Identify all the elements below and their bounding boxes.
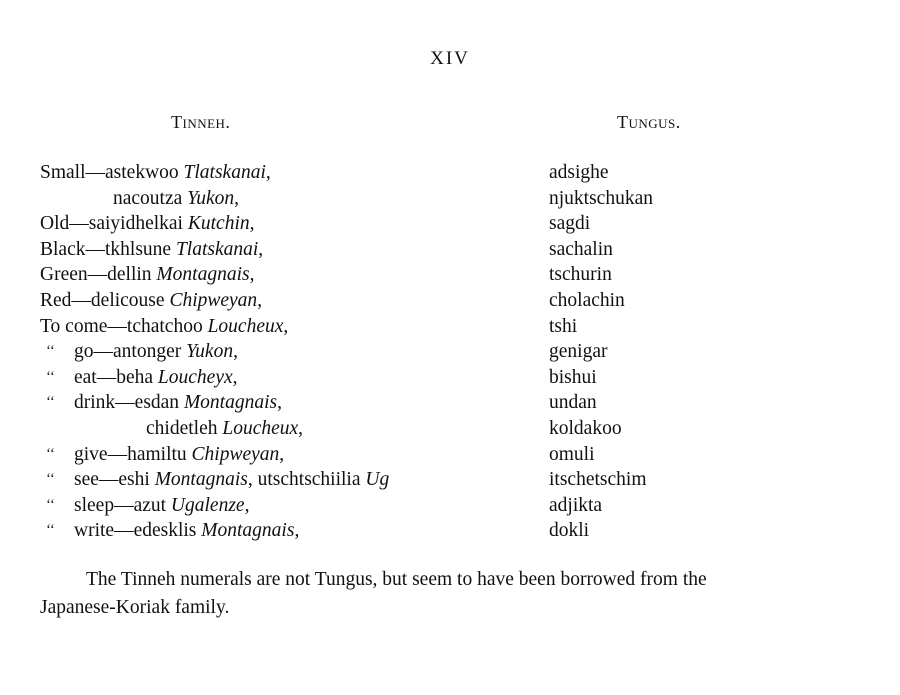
tinneh-word: Black—tkhlsune <box>40 238 176 260</box>
ditto-mark: ‘‘ <box>46 343 55 360</box>
ditto-mark: ‘‘ <box>46 471 55 488</box>
table-row <box>0 442 900 468</box>
punctuation: , utschtschiilia <box>247 469 366 491</box>
tinneh-word: drink—esdan <box>74 392 184 414</box>
paragraph-line-1: The Tinneh numerals are not Tungus, but seem to have been borrowed from the <box>86 569 707 590</box>
table-row <box>0 160 900 186</box>
punctuation: , <box>258 238 264 260</box>
tinneh-word: give—hamiltu <box>74 443 192 465</box>
dialect-name: Yukon <box>187 187 235 209</box>
tinneh-word: Red—delicouse <box>40 289 170 311</box>
tinneh-word: Old—saiyidhelkai <box>40 213 188 235</box>
page-number: XIV <box>430 48 470 69</box>
tinneh-word: To come—tchatchoo <box>40 315 208 337</box>
punctuation: , <box>244 494 250 516</box>
dialect-name: Loucheyx <box>157 366 233 388</box>
tinneh-word: Small—astekwoo <box>40 162 184 183</box>
table-row <box>0 262 900 288</box>
table-row <box>0 288 900 314</box>
tungus-word: dokli <box>549 520 590 542</box>
tinneh-word: go—antonger <box>74 341 187 363</box>
punctuation: , <box>265 162 271 183</box>
dialect-name: Ug <box>365 469 390 491</box>
table-row <box>0 518 900 544</box>
dialect-name: Montagnais <box>156 264 250 286</box>
tungus-word: sagdi <box>549 213 591 235</box>
tungus-header: Tungus. <box>617 112 681 132</box>
dialect-name: Tlatskanai <box>183 162 266 183</box>
punctuation: , <box>298 417 304 439</box>
table-row <box>0 390 900 416</box>
ditto-mark: ‘‘ <box>46 496 55 513</box>
tinneh-header: Tinneh. <box>171 112 231 132</box>
dialect-name: Loucheux <box>222 417 299 439</box>
tungus-word: sachalin <box>549 238 613 260</box>
table-row <box>0 211 900 237</box>
tinneh-word: nacoutza <box>113 187 188 209</box>
punctuation: , <box>277 392 282 414</box>
tungus-word: adsighe <box>549 162 609 183</box>
tungus-word: adjikta <box>549 494 603 516</box>
table-row <box>0 339 900 365</box>
table-row <box>0 314 900 340</box>
punctuation: , <box>234 187 240 209</box>
dialect-name: Montagnais <box>183 392 278 414</box>
table-row <box>0 237 900 263</box>
dialect-name: Yukon <box>186 341 234 363</box>
dialect-name: Chipweyan <box>169 289 258 311</box>
dialect-name: Ugalenze <box>170 494 245 516</box>
dialect-name: Montagnais <box>154 469 248 491</box>
tungus-word: omuli <box>549 443 595 465</box>
tinneh-word: write—edesklis <box>74 520 202 542</box>
punctuation: , <box>249 264 255 286</box>
punctuation: , <box>232 366 238 388</box>
tinneh-word: Green—dellin <box>40 264 157 286</box>
tungus-word: cholachin <box>549 289 625 311</box>
ditto-mark: ‘‘ <box>46 445 55 462</box>
tungus-word: bishui <box>549 366 597 388</box>
tinneh-word: see—eshi <box>74 469 155 491</box>
table-row <box>0 416 900 442</box>
punctuation: , <box>257 289 263 311</box>
tungus-word: koldakoo <box>549 417 622 439</box>
closing-paragraph <box>40 566 860 622</box>
ditto-mark: ‘‘ <box>46 368 55 385</box>
paragraph-line-2: Japanese-Koriak family. <box>40 597 230 618</box>
punctuation: , <box>294 520 300 542</box>
tinneh-word: sleep—azut <box>74 494 171 516</box>
punctuation: , <box>249 213 255 235</box>
tungus-word: tshi <box>549 315 578 337</box>
table-row <box>0 467 900 493</box>
table-row <box>0 186 900 212</box>
table-row <box>0 493 900 519</box>
tungus-word: tschurin <box>549 264 612 286</box>
tungus-word: itschetschim <box>549 469 647 491</box>
ditto-mark: ‘‘ <box>46 394 55 411</box>
vocabulary-table <box>0 160 900 544</box>
tungus-word: undan <box>549 392 597 414</box>
punctuation: , <box>279 443 285 465</box>
punctuation: , <box>233 341 238 363</box>
dialect-name: Kutchin <box>187 213 250 235</box>
tungus-word: genigar <box>549 341 608 363</box>
dialect-name: Tlatskanai <box>175 238 259 260</box>
punctuation: , <box>283 315 289 337</box>
table-row <box>0 365 900 391</box>
dialect-name: Loucheux <box>207 315 284 337</box>
dialect-name: Montagnais <box>201 520 295 542</box>
dialect-name: Chipweyan <box>191 443 280 465</box>
ditto-mark: ‘‘ <box>46 522 55 539</box>
tinneh-word: chidetleh <box>146 417 223 439</box>
tinneh-word: eat—beha <box>74 366 158 388</box>
tungus-word: njuktschukan <box>549 187 653 209</box>
